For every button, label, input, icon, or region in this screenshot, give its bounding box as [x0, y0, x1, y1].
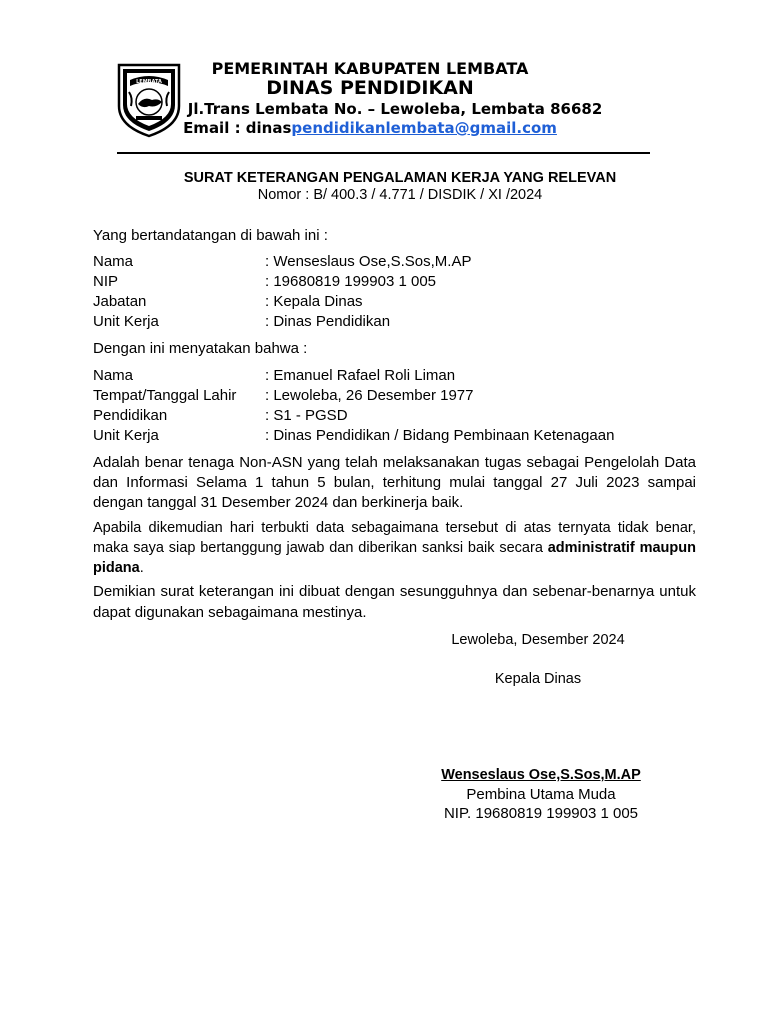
subject-value: : Emanuel Rafael Roli Liman	[265, 367, 456, 384]
liability-end: .	[139, 560, 144, 576]
subject-value: : Lewoleba, 26 Desember 1977	[265, 387, 474, 404]
signer-label: Unit Kerja	[93, 313, 159, 330]
paragraph-employment: Adalah benar tenaga Non-ASN yang telah melaksanakan tugas sebagai Pengelolah Data dan Informasi Selama 1 tahun 5 bulan, terhitung mulai tanggal 27 Juli 2023 sampai dengan tanggal 31 Desember 2024 dan berkinerja baik.	[93, 454, 696, 511]
liability-bold: administratif maupun pidana	[93, 540, 696, 576]
letterhead-department: DINAS PENDIDIKAN	[266, 77, 474, 99]
subject-value: : S1 - PGSD	[265, 407, 348, 424]
letter-title: SURAT KETERANGAN PENGALAMAN KERJA YANG RELEVAN	[183, 170, 617, 186]
paragraph-closing: Demikian surat keterangan ini dibuat dengan sesungguhnya dan sebenar-benarnya untuk dapat digunakan sebagaimana mestinya.	[93, 583, 696, 621]
signer-value: : Dinas Pendidikan	[265, 313, 391, 330]
letterhead-divider	[117, 152, 650, 154]
place-date: Lewoleba, Desember 2024	[451, 632, 625, 648]
paragraph-liability	[93, 518, 696, 578]
email-prefix: Email : dinas	[183, 119, 292, 137]
statement-intro: Dengan ini menyatakan bahwa :	[93, 340, 308, 357]
signer-nip: NIP. 19680819 199903 1 005	[443, 805, 639, 822]
letterhead-address: Jl.Trans Lembata No. – Lewoleba, Lembata 86682	[187, 100, 603, 118]
signer-rank: Pembina Utama Muda	[466, 786, 616, 803]
signer-label: Nama	[93, 253, 134, 270]
signer-label: Jabatan	[93, 293, 147, 310]
email-link[interactable]: pendidikanlembata@gmail.com	[291, 119, 557, 137]
subject-label: Unit Kerja	[93, 427, 159, 444]
subject-label: Tempat/Tanggal Lahir	[93, 387, 237, 404]
logo-text: LEMBATA	[136, 79, 162, 85]
letterhead-email	[150, 119, 590, 137]
signer-name: Wenseslaus Ose,S.Sos,M.AP	[441, 767, 641, 783]
liability-text: Apabila dikemudian hari terbukti data sebagaimana tersebut di atas ternyata tidak benar, maka saya siap bertanggung jawab dan diberikan sanksi baik secara	[93, 520, 696, 556]
letter-number: Nomor : B/ 400.3 / 4.771 / DISDIK / XI /2024	[257, 187, 543, 203]
letterhead-government: PEMERINTAH KABUPATEN LEMBATA	[211, 59, 529, 78]
signer-value: : Kepala Dinas	[265, 293, 363, 310]
signer-position: Kepala Dinas	[494, 671, 582, 687]
signer-value: : Wenseslaus Ose,S.Sos,M.AP	[265, 253, 472, 270]
subject-label: Nama	[93, 367, 134, 384]
signer-label: NIP	[93, 273, 119, 290]
subject-label: Pendidikan	[93, 407, 168, 424]
intro-text: Yang bertandatangan di bawah ini :	[93, 227, 328, 244]
signer-value: : 19680819 199903 1 005	[265, 273, 436, 290]
subject-value: : Dinas Pendidikan / Bidang Pembinaan Ketenagaan	[265, 427, 615, 444]
